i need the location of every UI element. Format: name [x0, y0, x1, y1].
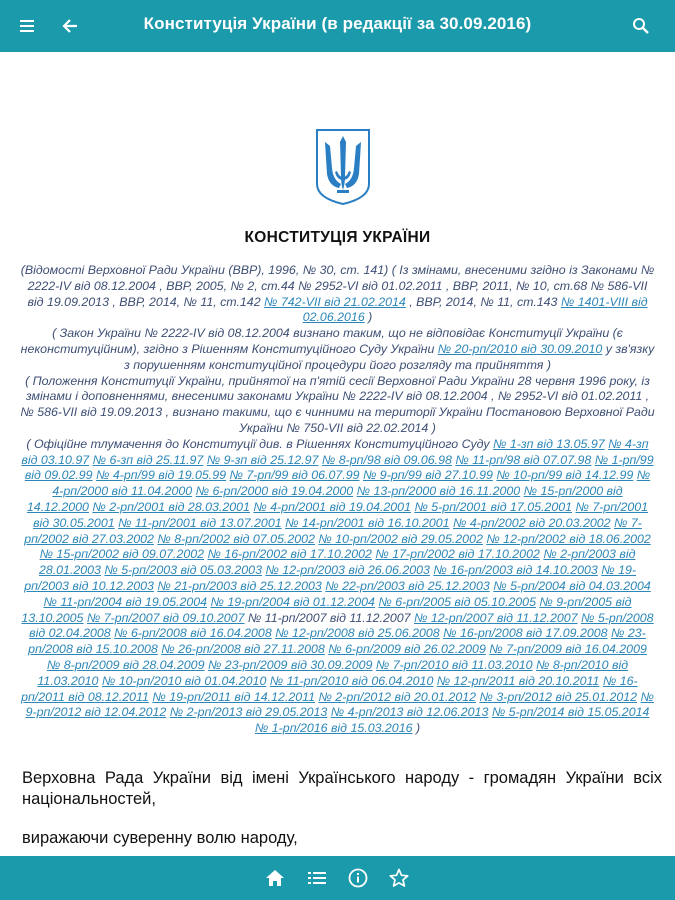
ruling-link[interactable]: № 2-рп/2012 від 20.01.2012: [318, 689, 477, 704]
ruling-link[interactable]: № 15-рп/2000 від 14.12.2000: [26, 484, 623, 514]
ruling-link[interactable]: № 5-рп/2004 від 04.03.2004: [493, 578, 651, 593]
ruling-link[interactable]: № 19-рп/2003 від 10.12.2003: [24, 563, 637, 593]
note-text: ): [364, 310, 373, 325]
note-interpretations: [20, 437, 655, 737]
ruling-link[interactable]: № 16-рп/2008 від 17.09.2008: [443, 626, 608, 641]
ruling-link[interactable]: № 12-рп/2007 від 11.12.2007: [413, 610, 578, 625]
home-icon[interactable]: [263, 866, 287, 890]
law-link[interactable]: № 1401-VIII від 02.06.2016: [302, 294, 648, 325]
ruling-link[interactable]: № 4-зп від 03.10.97: [21, 436, 649, 467]
ruling-link[interactable]: № 9-рп/2012 від 12.04.2012: [25, 689, 654, 720]
ruling-link[interactable]: № 11-рп/98 від 07.07.98: [455, 452, 592, 467]
ruling-link[interactable]: № 23-рп/2009 від 30.09.2009: [207, 657, 373, 672]
ruling-link[interactable]: № 1-зп від 13.05.97: [493, 436, 605, 451]
ruling-link[interactable]: № 26-рп/2008 від 27.11.2008: [161, 642, 325, 657]
ruling-link[interactable]: № 13-рп/2000 від 16.11.2000: [356, 484, 521, 499]
preamble-paragraph: виражаючи суверенну волю народу,: [22, 829, 298, 847]
ruling-link[interactable]: № 1-рп/2016 від 15.03.2016: [254, 721, 413, 736]
ruling-link[interactable]: № 4-рп/2000 від 11.04.2000: [52, 468, 651, 499]
ruling-link[interactable]: № 17-рп/2002 від 17.10.2002: [375, 547, 540, 562]
ruling-link[interactable]: № 8-рп/98 від 09.06.98: [321, 452, 452, 467]
ruling-link[interactable]: № 5-рп/2014 від 15.05.2014: [491, 705, 650, 720]
note-text: у зв'язку з порушенням конституційної процедури його розгляду та прийняття ): [124, 341, 655, 372]
ruling-link[interactable]: № 22-рп/2003 від 25.12.2003: [325, 578, 490, 593]
ruling-link[interactable]: № 5-рп/2003 від 05.03.2003: [104, 563, 262, 578]
trident-emblem-icon: [315, 128, 371, 206]
ruling-link[interactable]: № 5-рп/2008 від 02.04.2008: [29, 610, 654, 641]
ruling-link[interactable]: № 7-рп/2001 від 30.05.2001: [33, 499, 649, 530]
ruling-link[interactable]: № 10-рп/2010 від 01.04.2010: [101, 673, 267, 688]
ruling-link[interactable]: № 6-рп/2005 від 05.10.2005: [378, 594, 536, 609]
ruling-link[interactable]: № 7-рп/2009 від 16.04.2009: [489, 642, 647, 657]
ruling-link[interactable]: № 2-рп/2013 від 29.05.2013: [169, 705, 328, 720]
ruling-link[interactable]: № 15-рп/2002 від 09.07.2002: [39, 547, 205, 562]
ruling-link[interactable]: № 6-рп/2008 від 16.04.2008: [114, 626, 272, 641]
list-icon[interactable]: [305, 866, 329, 890]
ruling-link[interactable]: № 1-рп/99 від 09.02.99: [24, 452, 654, 483]
ruling-link[interactable]: № 16-рп/2002 від 17.10.2002: [207, 547, 372, 562]
note-text: , ВВР, 2014, № 11, ст.143: [405, 294, 561, 309]
ruling-link[interactable]: № 19-рп/2011 від 14.12.2011: [152, 689, 315, 704]
ruling-link[interactable]: № 3-рп/2012 від 25.01.2012: [479, 689, 638, 704]
note-text: № 11-рп/2007 від 11.12.2007: [244, 610, 414, 625]
ruling-link[interactable]: № 21-рп/2003 від 25.12.2003: [157, 578, 322, 593]
ruling-link[interactable]: № 5-рп/2001 від 17.05.2001: [414, 499, 573, 514]
page-title: Конституція України (в редакції за 30.09.2016): [143, 14, 532, 33]
ruling-link[interactable]: № 6-рп/2009 від 26.02.2009: [328, 642, 486, 657]
document-notes: [20, 263, 655, 737]
ruling-link[interactable]: № 8-рп/2002 від 07.05.2002: [157, 531, 315, 546]
bottom-nav: [0, 856, 675, 900]
app-bar: [0, 0, 675, 52]
ruling-link[interactable]: № 16-рп/2003 від 14.10.2003: [433, 563, 598, 578]
ruling-link[interactable]: № 4-рп/2002 від 20.03.2002: [452, 515, 611, 530]
law-link[interactable]: № 742-VII від 21.02.2014: [264, 294, 406, 309]
ruling-link[interactable]: № 11-рп/2004 від 19.05.2004: [43, 594, 208, 609]
ruling-link[interactable]: № 9-рп/2005 від 13.10.2005: [21, 594, 632, 625]
note-amendments: [20, 263, 655, 326]
ruling-link[interactable]: № 7-рп/2010 від 11.03.2010: [375, 657, 533, 672]
ruling-link[interactable]: № 12-рп/2008 від 25.06.2008: [275, 626, 440, 641]
ruling-link[interactable]: № 7-рп/2002 від 27.03.2002: [24, 515, 642, 546]
ruling-link[interactable]: № 11-рп/2010 від 06.04.2010: [269, 673, 434, 688]
ruling-link[interactable]: № 12-рп/2002 від 18.06.2002: [486, 531, 651, 546]
preamble-paragraph: Верховна Рада України від імені Українського народу - громадян України всіх національностей,: [22, 769, 662, 808]
star-icon[interactable]: [387, 866, 411, 890]
ruling-link[interactable]: № 4-рп/2001 від 19.04.2001: [253, 499, 411, 514]
ruling-link[interactable]: № 4-рп/2013 від 12.06.2013: [330, 705, 489, 720]
note-text: ): [412, 721, 421, 736]
ruling-link[interactable]: № 8-рп/2010 від 11.03.2010: [37, 657, 629, 688]
note-text: ( Закон України № 2222-IV від 08.12.2004 визнано таким, що не відповідає Конституції України (є неконституційним), згідно з Рішенням Конституційного Суду України: [20, 326, 623, 356]
note-text: (Відомості Верховної Ради України (ВВР), 1996, № 30, ст. 141) ( Із змінами, внесеними згідно із Законами № 2222-IV від 08.12.2004 , ВВР, 2005, № 2, ст.44 № 2952-VI від 01.02.2011 , ВВР, 2011, № 10, ст.68 № 586-VII від 19.09.2013 , ВВР, 2014, № 11, ст.142: [20, 263, 655, 309]
ruling-link[interactable]: № 16-рп/2011 від 08.12.2011: [21, 673, 638, 704]
ruling-link[interactable]: № 7-рп/99 від 06.07.99: [229, 468, 360, 483]
document-heading: КОНСТИТУЦІЯ УКРАЇНИ: [244, 229, 431, 246]
law-link[interactable]: № 20-рп/2010 від 30.09.2010: [437, 341, 603, 356]
ruling-link[interactable]: № 12-рп/2011 від 20.10.2011: [436, 673, 600, 688]
ruling-link[interactable]: № 6-рп/2000 від 19.04.2000: [195, 484, 354, 499]
note-text: ( Офіційне тлумачення до Конституції див. в Рішеннях Конституційного Суду: [26, 436, 493, 451]
info-icon[interactable]: [346, 866, 370, 890]
ruling-link[interactable]: № 9-рп/99 від 27.10.99: [362, 468, 493, 483]
ruling-link[interactable]: № 12-рп/2003 від 26.06.2003: [265, 563, 430, 578]
search-icon[interactable]: [626, 11, 656, 41]
ruling-link[interactable]: № 2-рп/2003 від 28.01.2003: [38, 547, 636, 578]
ruling-link[interactable]: № 23-рп/2008 від 15.10.2008: [28, 626, 646, 657]
ruling-link[interactable]: № 7-рп/2007 від 09.10.2007: [86, 610, 245, 625]
ruling-link[interactable]: № 14-рп/2001 від 16.10.2001: [285, 515, 450, 530]
note-valid-provisions: ( Положення Конституції України, прийнятої на п'ятій сесії Верховної Ради України 28 червня 1996 року, із змінами і доповненнями, внесеними законами України № 2222-IV від 08.12.2004 , № 2952-VI від 01.02.2011 , № 586-VII від 19.09.2013 , визнано такими, що є чинними на території України Постановою Верховної Ради України № 750-VII від 22.02.2014 ): [20, 373, 655, 435]
ruling-link[interactable]: № 8-рп/2009 від 28.04.2009: [46, 657, 205, 672]
ruling-link[interactable]: № 10-рп/2002 від 29.05.2002: [318, 531, 483, 546]
note-unconstitutional: [20, 326, 655, 373]
ruling-link[interactable]: № 11-рп/2001 від 13.07.2001: [118, 515, 282, 530]
ruling-link[interactable]: № 2-рп/2001 від 28.03.2001: [92, 499, 250, 514]
ruling-link[interactable]: № 4-рп/99 від 19.05.99: [96, 468, 227, 483]
document-view[interactable]: [0, 52, 675, 856]
ruling-link[interactable]: № 10-рп/99 від 14.12.99: [496, 468, 634, 483]
ruling-link[interactable]: № 9-зп від 25.12.97: [206, 452, 319, 467]
ruling-link[interactable]: № 6-зп від 25.11.97: [92, 452, 204, 467]
ruling-link[interactable]: № 19-рп/2004 від 01.12.2004: [210, 594, 375, 609]
